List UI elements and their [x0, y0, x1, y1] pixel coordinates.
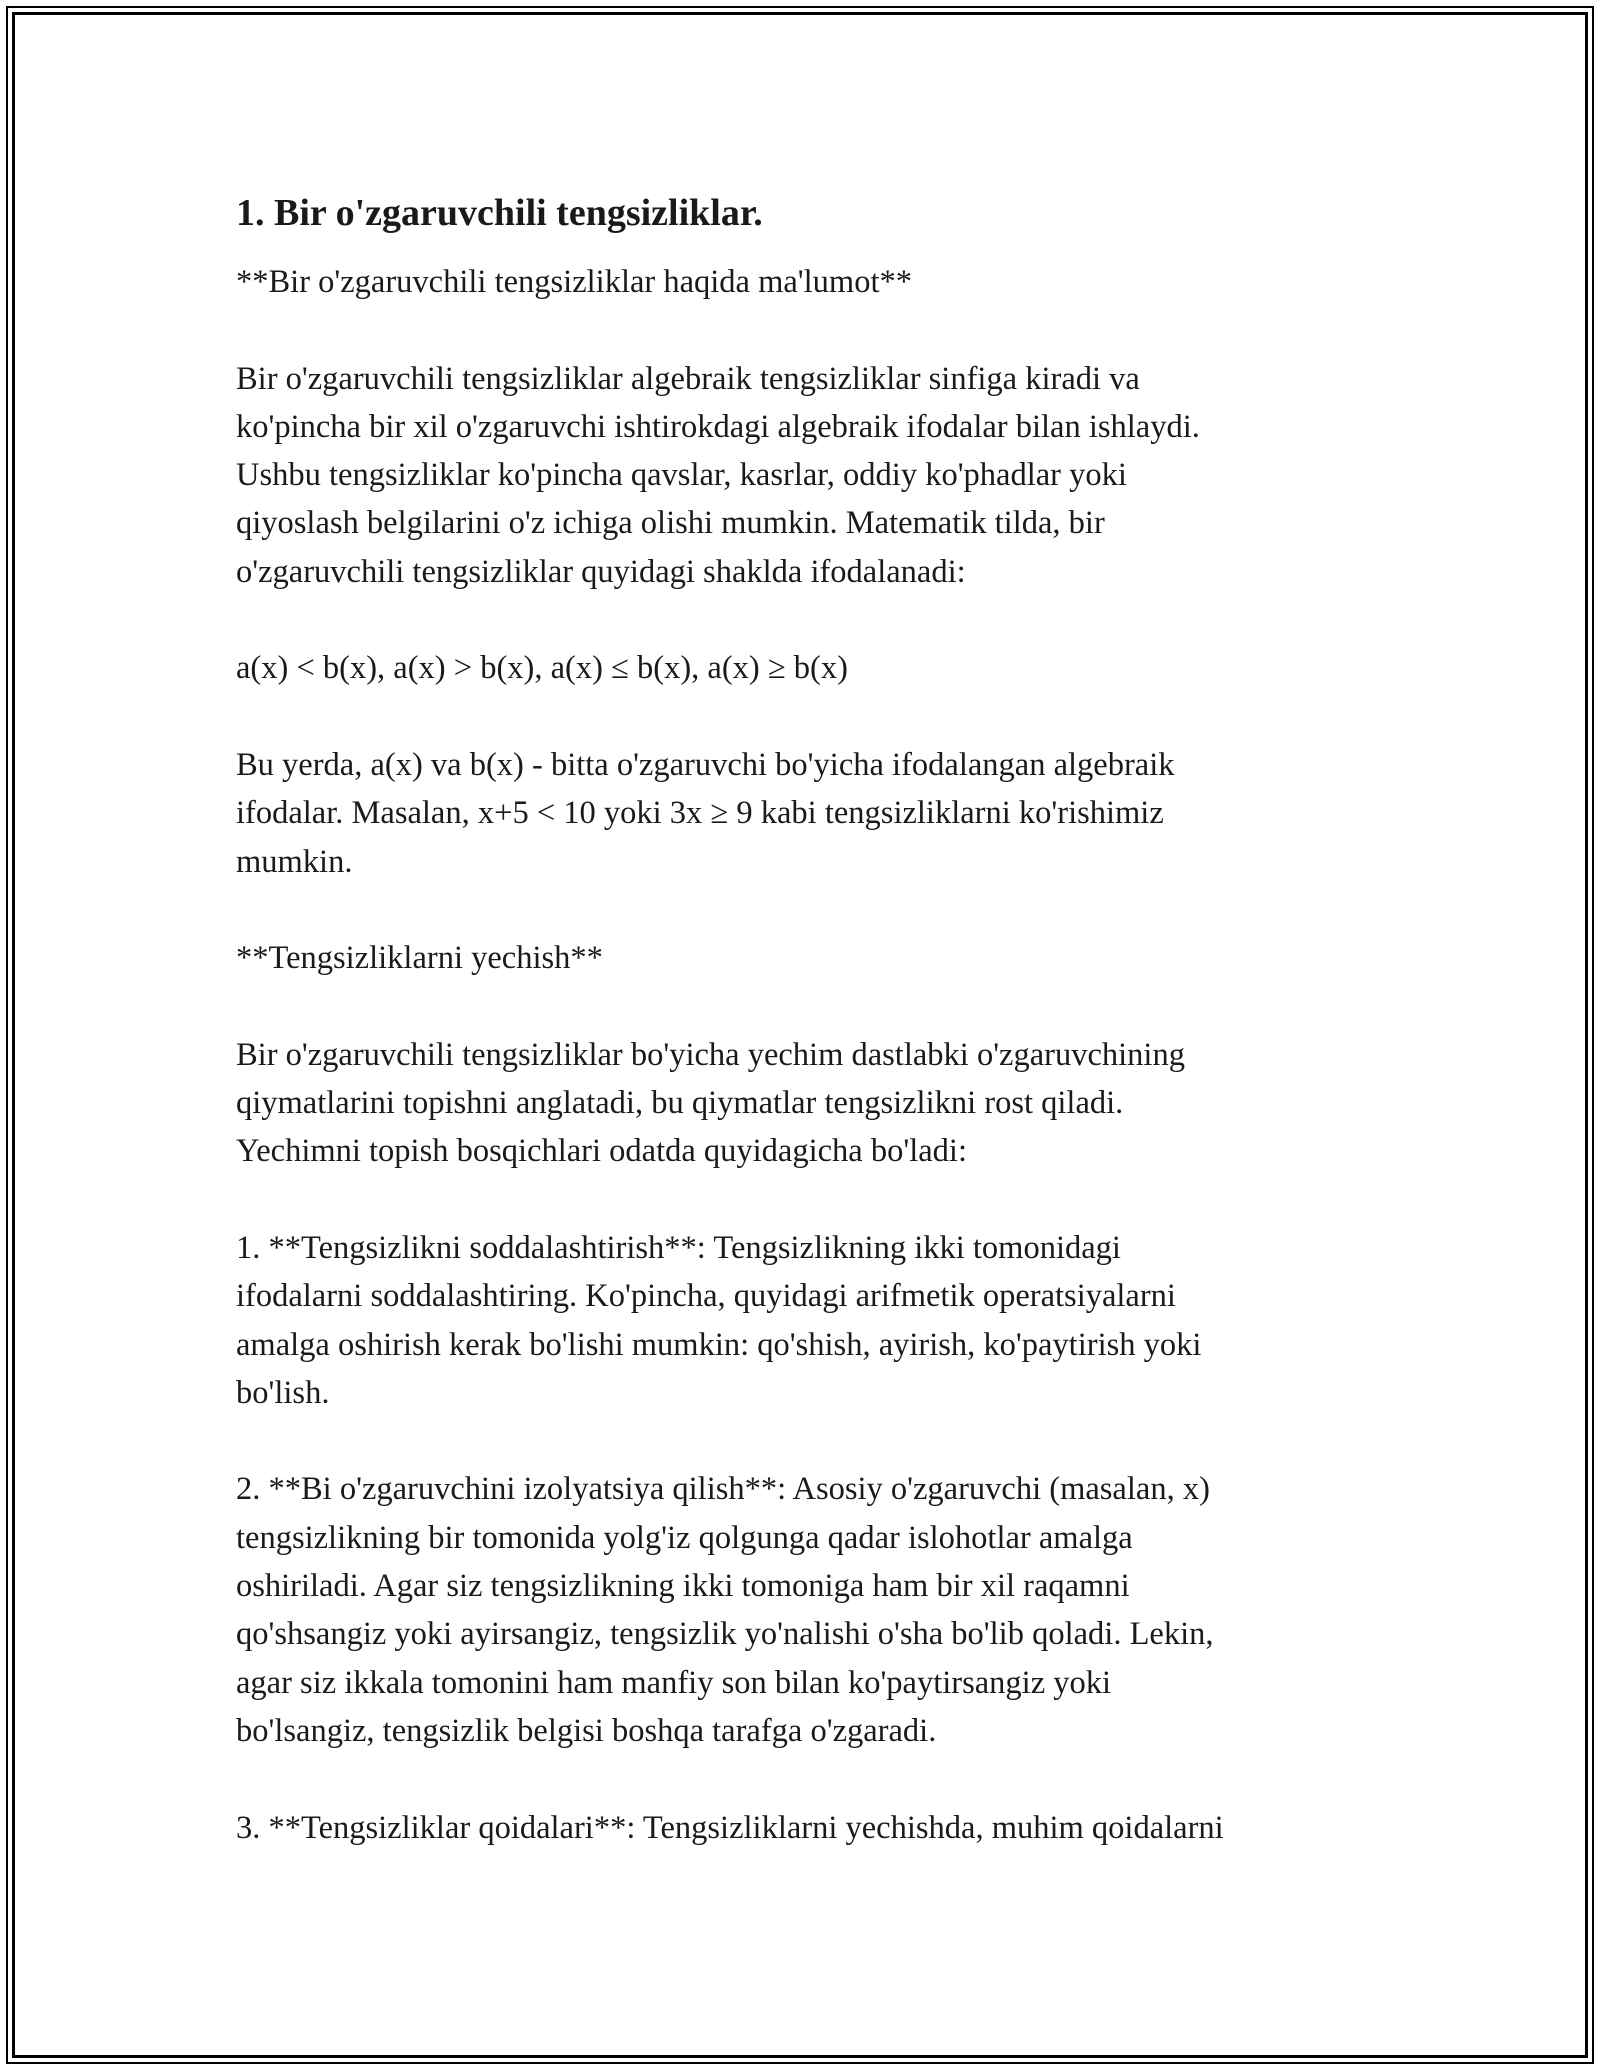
- list-item-2: 2. **Bi o'zgaruvchini izolyatsiya qilish**: Asosiy o'zgaruvchi (masalan, x) tengsizlikning bir tomonida yolg'iz qolgunga qadar islohotlar amalga oshiriladi. Agar siz tengsizlikning ikki tomoniga ham bir xil raqamni qo'shsangiz yoki ayirsangiz, tengsizlik yo'nalishi o'sha bo'lib qoladi. Lekin, agar siz ikkala tomonini ham manfiy son bilan ko'paytirsangiz yoki bo'lsangiz, tengsizlik belgisi boshqa tarafga o'zgaradi.: [236, 1471, 1214, 1749]
- section-heading-info: **Bir o'zgaruvchili tengsizliklar haqida ma'lumot**: [236, 264, 912, 300]
- section-heading-solving: **Tengsizliklarni yechish**: [236, 940, 603, 977]
- list-item-3: 3. **Tengsizliklar qoidalari**: Tengsizliklarni yechishda, muhim qoidalarni: [236, 1809, 1224, 1846]
- formula-line: a(x) < b(x), a(x) > b(x), a(x) ≤ b(x), a(x) ≥ b(x): [236, 650, 848, 687]
- list-item-1: 1. **Tengsizlikni soddalashtirish**: Tengsizlikning ikki tomonidagi ifodalarni soddalashtiring. Ko'pincha, quyidagi arifmetik operatsiyalarni amalga oshirish kerak bo'lishi mumkin: qo'shish, ayirish, ko'paytirish yoki bo'lish.: [236, 1229, 1202, 1411]
- document-body: [236, 188, 1376, 1900]
- document-title: 1. Bir o'zgaruvchili tengsizliklar.: [236, 192, 763, 234]
- paragraph-intro: Bir o'zgaruvchili tengsizliklar algebraik tengsizliklar sinfiga kiradi va ko'pincha bir xil o'zgaruvchi ishtirokdagi algebraik ifodalar bilan ishlaydi. Ushbu tengsizliklar ko'pincha qavslar, kasrlar, oddiy ko'phadlar yoki qiyoslash belgilarini o'z ichiga olishi mumkin. Matematik tilda, bir o'zgaruvchili tengsizliklar quyidagi shaklda ifodalanadi:: [236, 360, 1200, 590]
- paragraph-example: Bu yerda, a(x) va b(x) - bitta o'zgaruvchi bo'yicha ifodalangan algebraik ifodalar. Masalan, x+5 < 10 yoki 3x ≥ 9 kabi tengsizliklarni ko'rishimiz mumkin.: [236, 746, 1175, 880]
- paragraph-solving: Bir o'zgaruvchili tengsizliklar bo'yicha yechim dastlabki o'zgaruvchining qiymatlarini topishni anglatadi, bu qiymatlar tengsizlikni rost qiladi. Yechimni topish bosqichlari odatda quyidagicha bo'ladi:: [236, 1036, 1185, 1170]
